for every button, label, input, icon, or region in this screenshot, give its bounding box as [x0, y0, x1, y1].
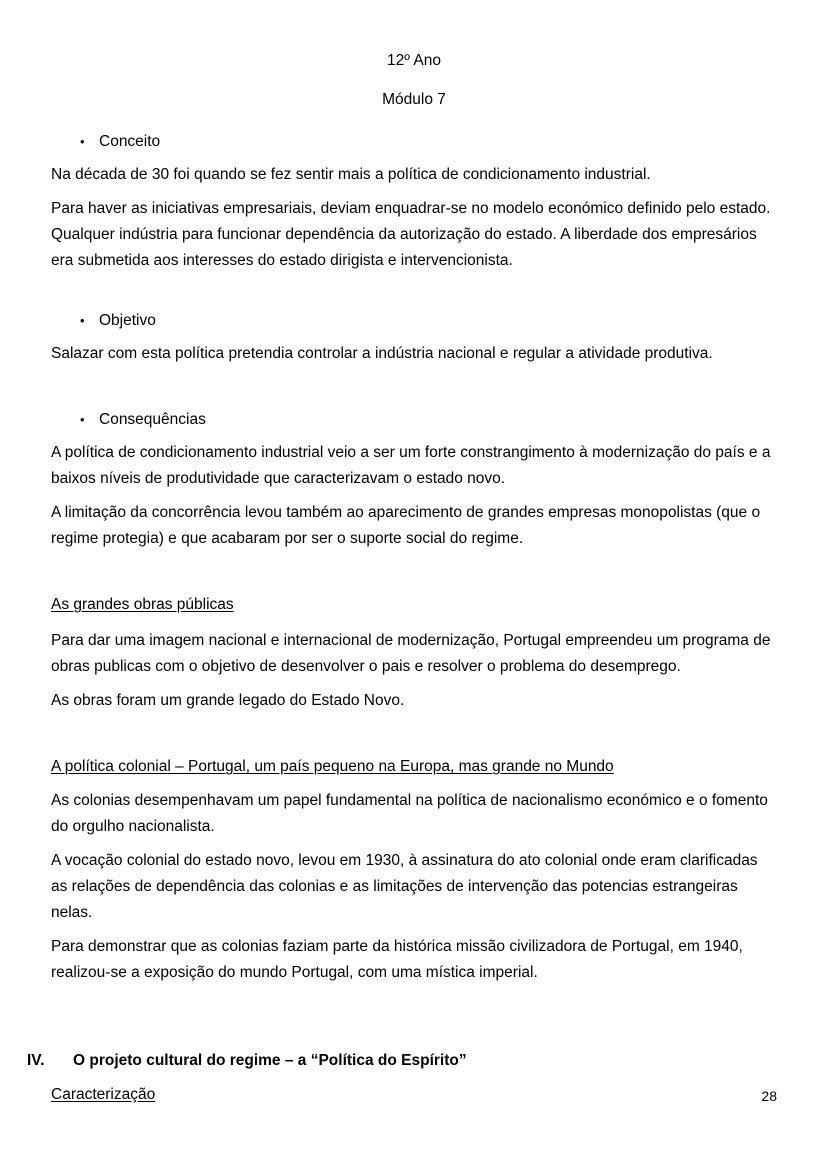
paragraph: A vocação colonial do estado novo, levou em 1930, à assinatura do ato colonial onde eram clarificadas as relações de dependência das colonias e as limitações de intervenção das potencias estrangeiras nelas.: [51, 852, 758, 921]
bullet-item-conceito: [51, 129, 777, 155]
bullet-label: Conceito: [99, 133, 161, 150]
page-title-module: Módulo 7: [382, 91, 446, 108]
subsection-heading-text: As grandes obras públicas: [51, 596, 234, 613]
paragraph: Para dar uma imagem nacional e internacional de modernização, Portugal empreendeu um programa de obras publicas com o objetivo de desenvolver o pais e resolver o problema do desemprego.: [51, 632, 771, 675]
bullet-icon: •: [80, 412, 85, 427]
paragraph: Para demonstrar que as colonias faziam parte da histórica missão civilizadora de Portugal, em 1940, realizou-se a exposição do mundo Portugal, com uma mística imperial.: [51, 938, 743, 981]
numbered-heading-numeral: IV.: [27, 1052, 45, 1069]
subsection-heading-obras-publicas: [51, 592, 777, 618]
paragraph: Na década de 30 foi quando se fez sentir mais a política de condicionamento industrial.: [51, 166, 651, 183]
subsection-heading-caracterizacao: [51, 1082, 777, 1108]
bullet-label: Objetivo: [99, 312, 156, 329]
paragraph: Para haver as iniciativas empresariais, deviam enquadrar-se no modelo económico definido pelo estado. Qualquer indústria para funcionar dependência da autorização do estado. A liberdade dos empresários era submetida aos interesses do estado dirigista e intervencionista.: [51, 200, 771, 269]
paragraph: A política de condicionamento industrial veio a ser um forte constrangimento à modernização do país e a baixos níveis de produtividade que caracterizavam o estado novo.: [51, 444, 771, 487]
bullet-icon: •: [80, 313, 85, 328]
bullet-item-consequencias: [51, 407, 777, 433]
paragraph: As colonias desempenhavam um papel fundamental na política de nacionalismo económico e o fomento do orgulho nacionalista.: [51, 792, 768, 835]
page-number: 28: [761, 1088, 777, 1104]
bullet-icon: •: [80, 134, 85, 149]
numbered-heading-text: O projeto cultural do regime – a “Política do Espírito”: [73, 1052, 467, 1069]
paragraph: A limitação da concorrência levou também ao aparecimento de grandes empresas monopolistas (que o regime protegia) e que acabaram por ser o suporte social do regime.: [51, 504, 761, 547]
numbered-heading: [27, 1048, 753, 1074]
bullet-item-objetivo: [51, 308, 777, 334]
subsection-heading-text: A política colonial – Portugal, um país pequeno na Europa, mas grande no Mundo: [51, 758, 614, 775]
document-content: [27, 0, 777, 1108]
subsection-heading-politica-colonial: [51, 754, 777, 780]
paragraph: As obras foram um grande legado do Estado Novo.: [51, 692, 405, 709]
page-title-year: 12º Ano: [387, 52, 441, 69]
subsection-heading-text: Caracterização: [51, 1086, 156, 1103]
bullet-label: Consequências: [99, 411, 206, 428]
paragraph: Salazar com esta política pretendia controlar a indústria nacional e regular a atividade produtiva.: [51, 345, 713, 362]
